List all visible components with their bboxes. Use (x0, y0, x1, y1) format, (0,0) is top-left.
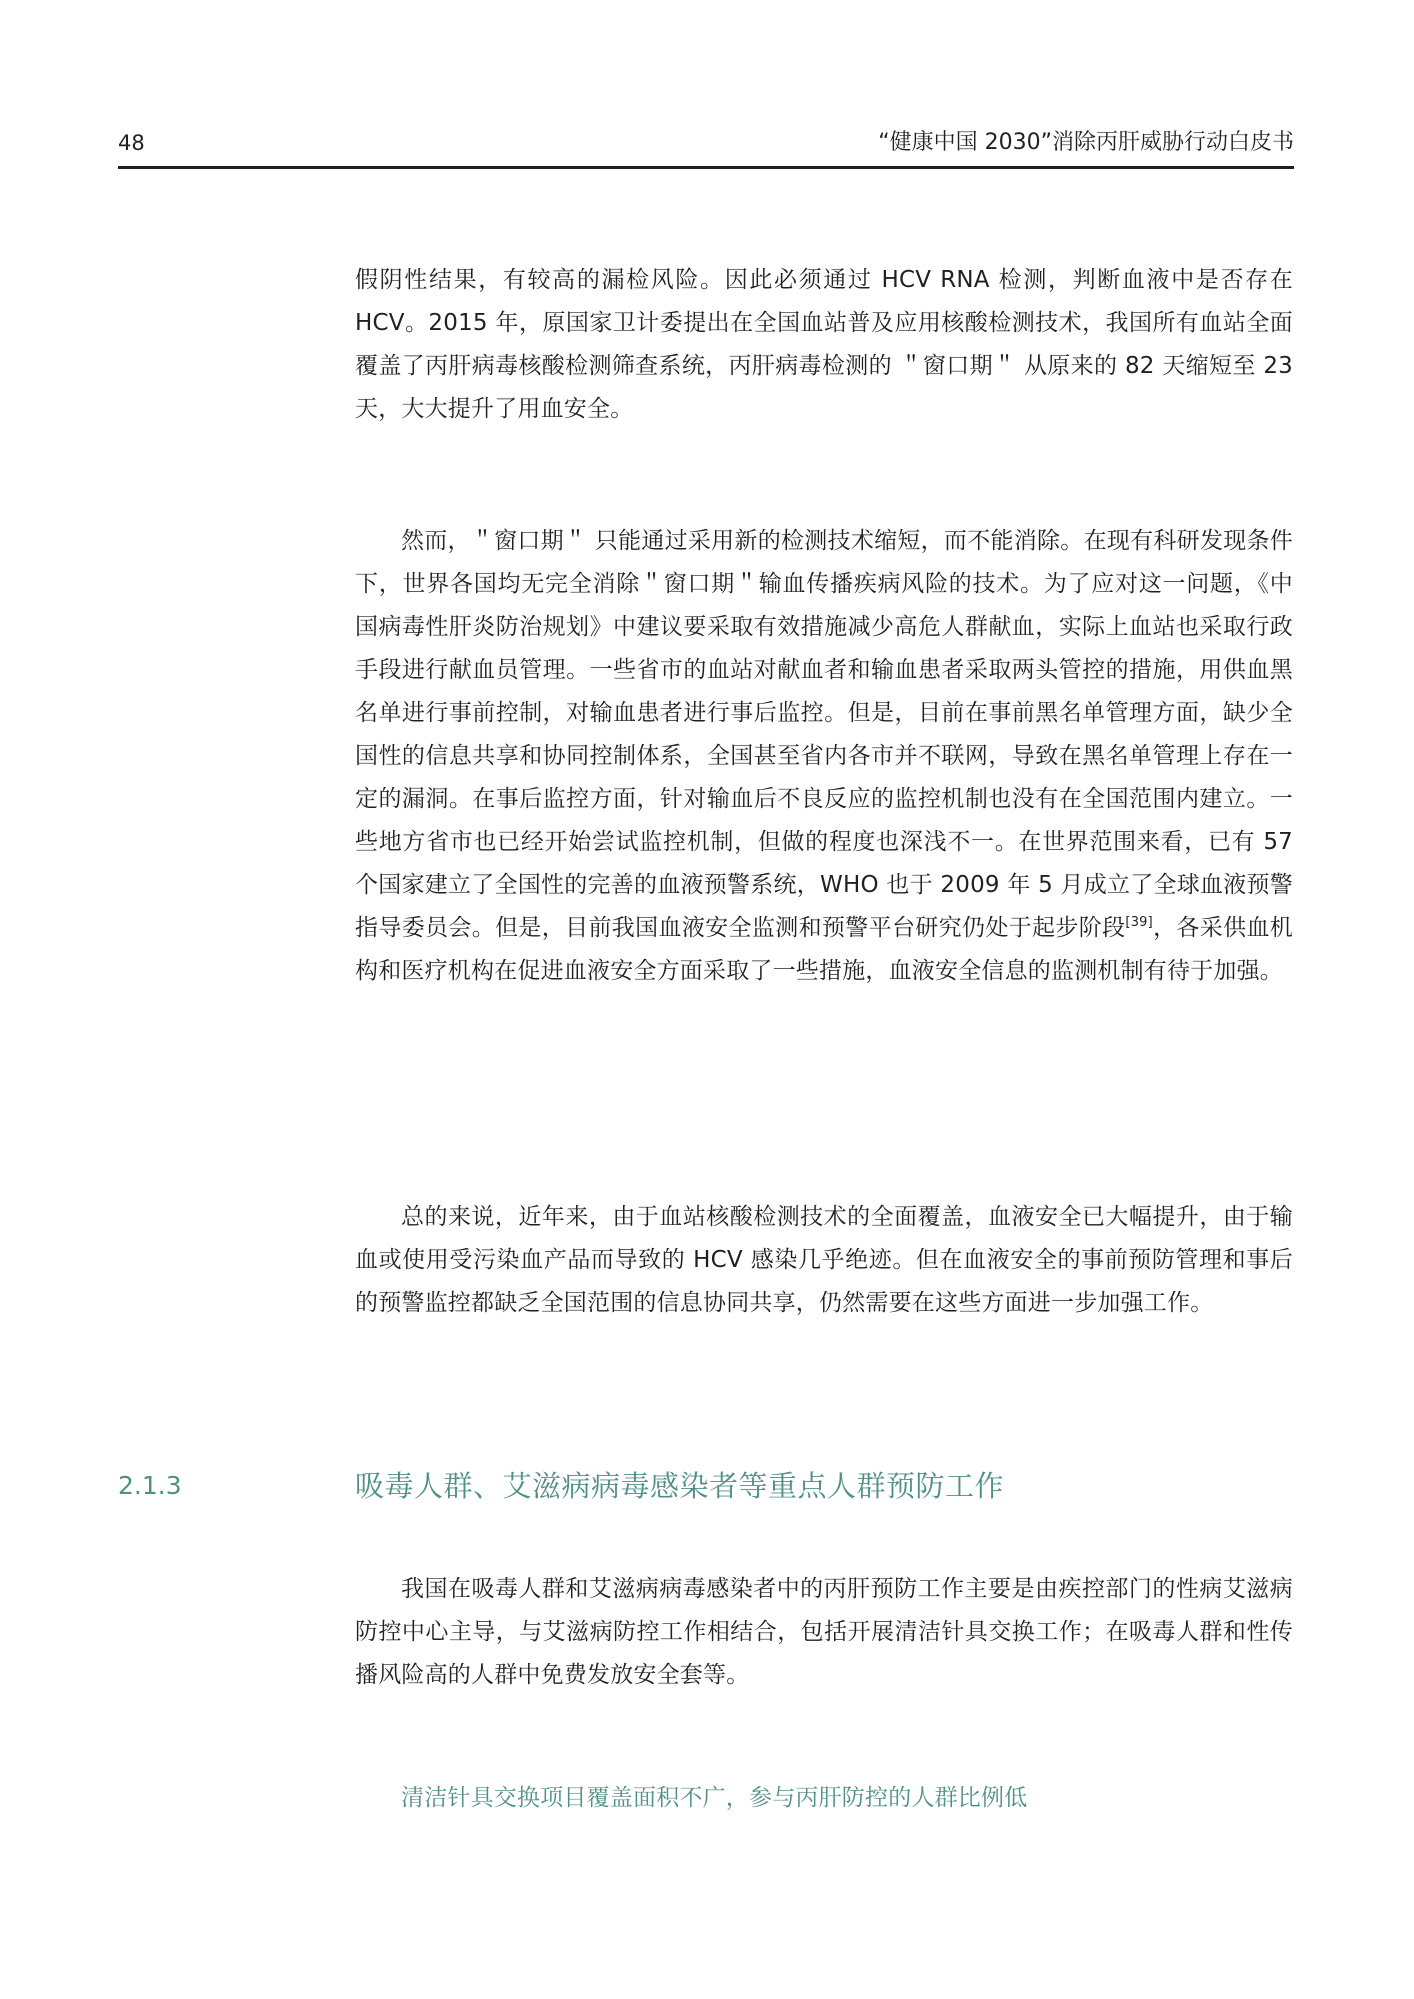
page-number: 48 (118, 131, 145, 155)
section-heading (118, 1466, 1294, 1506)
subheading: 清洁针具交换项目覆盖面积不广，参与丙肝防控的人群比例低 (401, 1785, 1028, 1811)
paragraph-2-text-a: 然而，＂窗口期＂ 只能通过采用新的检测技术缩短，而不能消除。在现有科研发现条件下，世界各国均无完全消除＂窗口期＂输血传播疾病风险的技术。为了应对这一问题，《中国病毒性肝炎防治规划》中建议要采取有效措施减少高危人群献血，实际上血站也采取行政手段进行献血员管理。一些省市的血站对献血者和输血患者采取两头管控的措施，用供血黑名单进行事前控制，对输血患者进行事后监控。但是，目前在事前黑名单管理方面，缺少全国性的信息共享和协同控制体系，全国甚至省内各市并不联网，导致在黑名单管理上存在一定的漏洞。在事后监控方面，针对输血后不良反应的监控机制也没有在全国范围内建立。一些地方省市也已经开始尝试监控机制，但做的程度也深浅不一。在世界范围来看，已有 57 个国家建立了全国性的完善的血液预警系统，WHO 也于 2009 年 5 月成立了全球血液预警指导委员会。但是，目前我国血液安全监测和预警平台研究仍处于起步阶段 (355, 528, 1293, 941)
paragraph-2-text-b: ，各采供血机构和医疗机构在促进血液安全方面采取了一些措施，血液安全信息的监测机制有待于加强。 (355, 915, 1293, 984)
running-title: “健康中国 2030”消除丙肝威胁行动白皮书 (878, 130, 1294, 155)
section-number: 2.1.3 (118, 1471, 182, 1500)
citation-reference: [39] (1125, 915, 1153, 930)
section-title: 吸毒人群、艾滋病病毒感染者等重点人群预防工作 (355, 1469, 1005, 1503)
body-paragraph-1: 假阴性结果，有较高的漏检风险。因此必须通过 HCV RNA 检测，判断血液中是否存在 HCV。2015 年，原国家卫计委提出在全国血站普及应用核酸检测技术，我国所有血站全面覆盖了丙肝病毒核酸检测筛查系统，丙肝病毒检测的 ＂窗口期＂ 从原来的 82 天缩短至 23 天，大大提升了用血安全。 (355, 267, 1293, 422)
page-header (118, 128, 1294, 169)
body-paragraph-3: 总的来说，近年来，由于血站核酸检测技术的全面覆盖，血液安全已大幅提升，由于输血或使用受污染血产品而导致的 HCV 感染几乎绝迹。但在血液安全的事前预防管理和事后的预警监控都缺乏全国范围的信息协同共享，仍然需要在这些方面进一步加强工作。 (355, 1204, 1293, 1316)
body-paragraph-4: 我国在吸毒人群和艾滋病病毒感染者中的丙肝预防工作主要是由疾控部门的性病艾滋病防控中心主导，与艾滋病防控工作相结合，包括开展清洁针具交换工作；在吸毒人群和性传播风险高的人群中免费发放安全套等。 (355, 1576, 1293, 1688)
body-paragraph-2 (355, 520, 1293, 993)
